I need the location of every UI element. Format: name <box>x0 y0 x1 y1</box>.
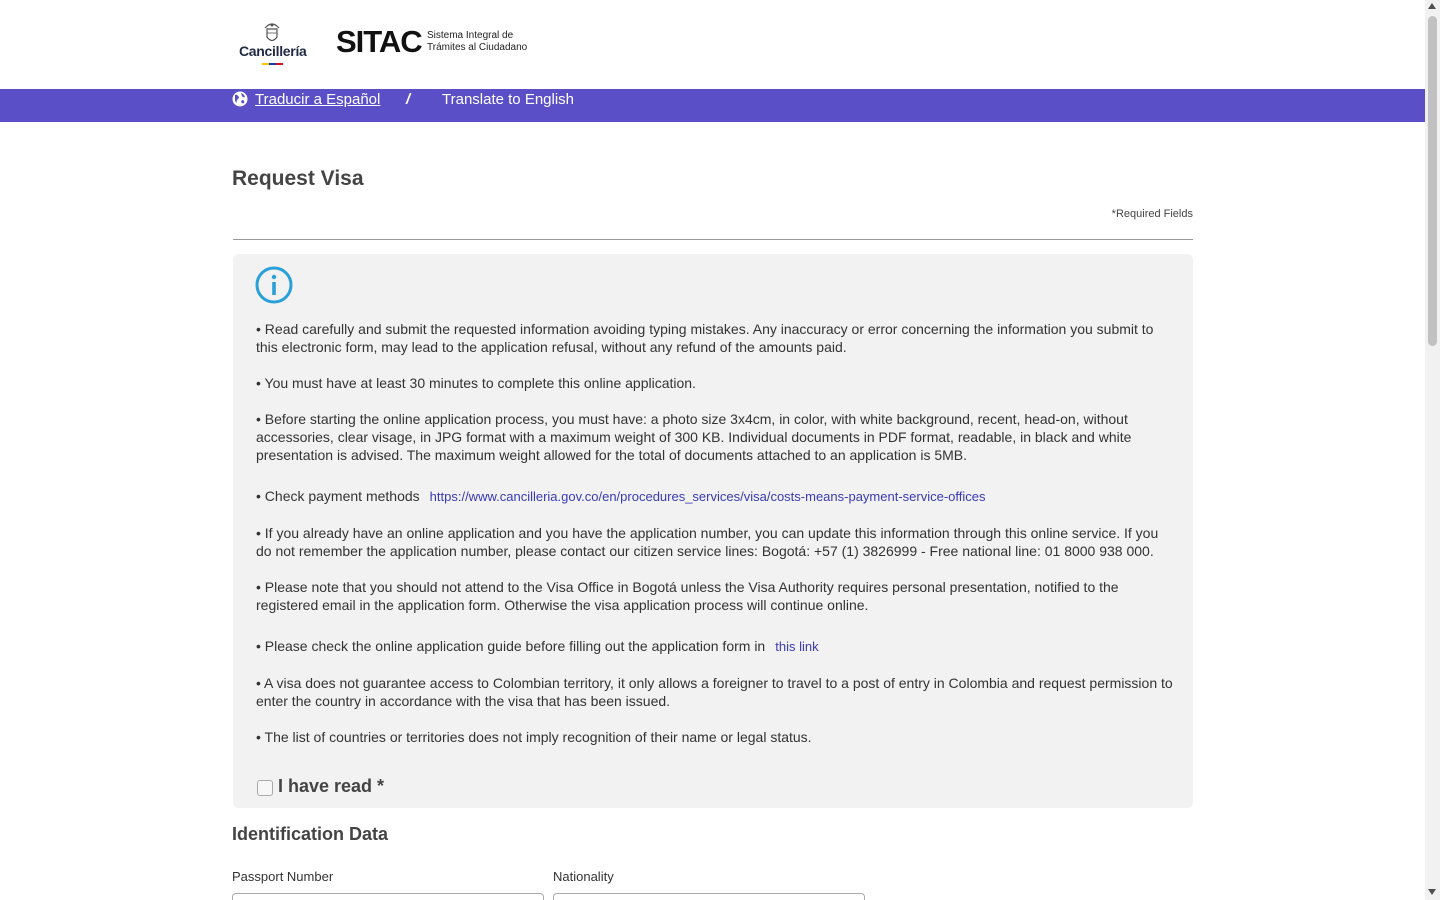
cancilleria-logo[interactable] <box>237 22 309 68</box>
i-have-read-label: I have read * <box>278 776 385 796</box>
instruction-item-guide <box>256 637 1176 656</box>
required-fields-note: *Required Fields <box>1111 208 1193 220</box>
sitac-subtitle <box>427 30 547 54</box>
page-title: Request Visa <box>232 167 364 190</box>
passport-number-input[interactable] <box>232 893 544 900</box>
instruction-item: • A visa does not guarantee access to Colombian territory, it only allows a foreigner to travel to a post of entry in Colombia and request permission to enter the country in accordance with the visa that has been issued. <box>256 675 1173 709</box>
nationality-label: Nationality <box>553 869 614 884</box>
scroll-down-arrow-icon[interactable] <box>1428 889 1436 895</box>
instruction-item: • If you already have an online application and you have the application number, you can update this information through this online service. If you do not remember the application number, please contact our citizen service lines: Bogotá: +57 (1) 3826999 - Free national line: 01 8000 938 000. <box>256 525 1159 559</box>
colombia-flag-stripe <box>262 63 283 65</box>
scroll-up-arrow-icon[interactable] <box>1428 3 1436 9</box>
passport-number-label: Passport Number <box>232 869 334 884</box>
site-header <box>0 0 1425 89</box>
payment-methods-link[interactable]: https://www.cancilleria.gov.co/en/procedures_services/visa/costs-means-payment-service-offices <box>429 489 986 504</box>
globe-icon <box>232 91 248 107</box>
translate-spanish-link[interactable]: Traducir a Español <box>255 91 381 108</box>
sitac-subtitle-line1: Sistema Integral de <box>427 30 514 41</box>
identification-section-title: Identification Data <box>232 824 389 844</box>
language-bar <box>0 89 1425 122</box>
translate-english-link[interactable]: Translate to English <box>442 91 575 108</box>
instructions-list <box>256 320 1176 764</box>
instruction-item: • Read carefully and submit the requested information avoiding typing mistakes. Any inaccuracy or error concerning the information you submit to this electronic form, may lead to the application refusal, without any refund of the amounts paid. <box>256 321 1154 355</box>
sitac-wordmark: SITAC <box>336 24 422 59</box>
info-icon <box>255 266 293 304</box>
scrollbar-thumb[interactable] <box>1428 16 1437 346</box>
title-divider <box>233 239 1193 240</box>
cancilleria-wordmark: Cancillería <box>239 43 307 59</box>
guide-link[interactable]: this link <box>775 639 819 654</box>
payment-methods-text: • Check payment methods <box>256 488 420 504</box>
sitac-subtitle-line2: Trámites al Ciudadano <box>427 42 528 53</box>
language-separator: / <box>406 91 411 108</box>
instruction-item: • You must have at least 30 minutes to complete this online application. <box>256 375 696 391</box>
guide-text: • Please check the online application guide before filling out the application form in <box>256 638 766 654</box>
vertical-scrollbar[interactable] <box>1425 0 1440 900</box>
nationality-select[interactable] <box>553 893 865 900</box>
information-box <box>233 254 1193 808</box>
i-have-read-checkbox[interactable] <box>257 780 273 796</box>
instruction-item: • Please note that you should not attend to the Visa Office in Bogotá unless the Visa Authority requires personal presentation, notified to the registered email in the application form. Otherwise the visa application process will continue online. <box>256 579 1119 613</box>
instruction-item-payment <box>256 487 1176 506</box>
instruction-item: • The list of countries or territories does not imply recognition of their name or legal status. <box>256 729 812 745</box>
instruction-item: • Before starting the online application process, you must have: a photo size 3x4cm, in color, with white background, recent, head-on, without accessories, clear visage, in JPG format with a maximum weight of 300 KB. Individual documents in PDF format, readable, in black and white presentation is advised. The maximum weight allowed for the total of documents attached to an application is 5MB. <box>256 411 1132 463</box>
